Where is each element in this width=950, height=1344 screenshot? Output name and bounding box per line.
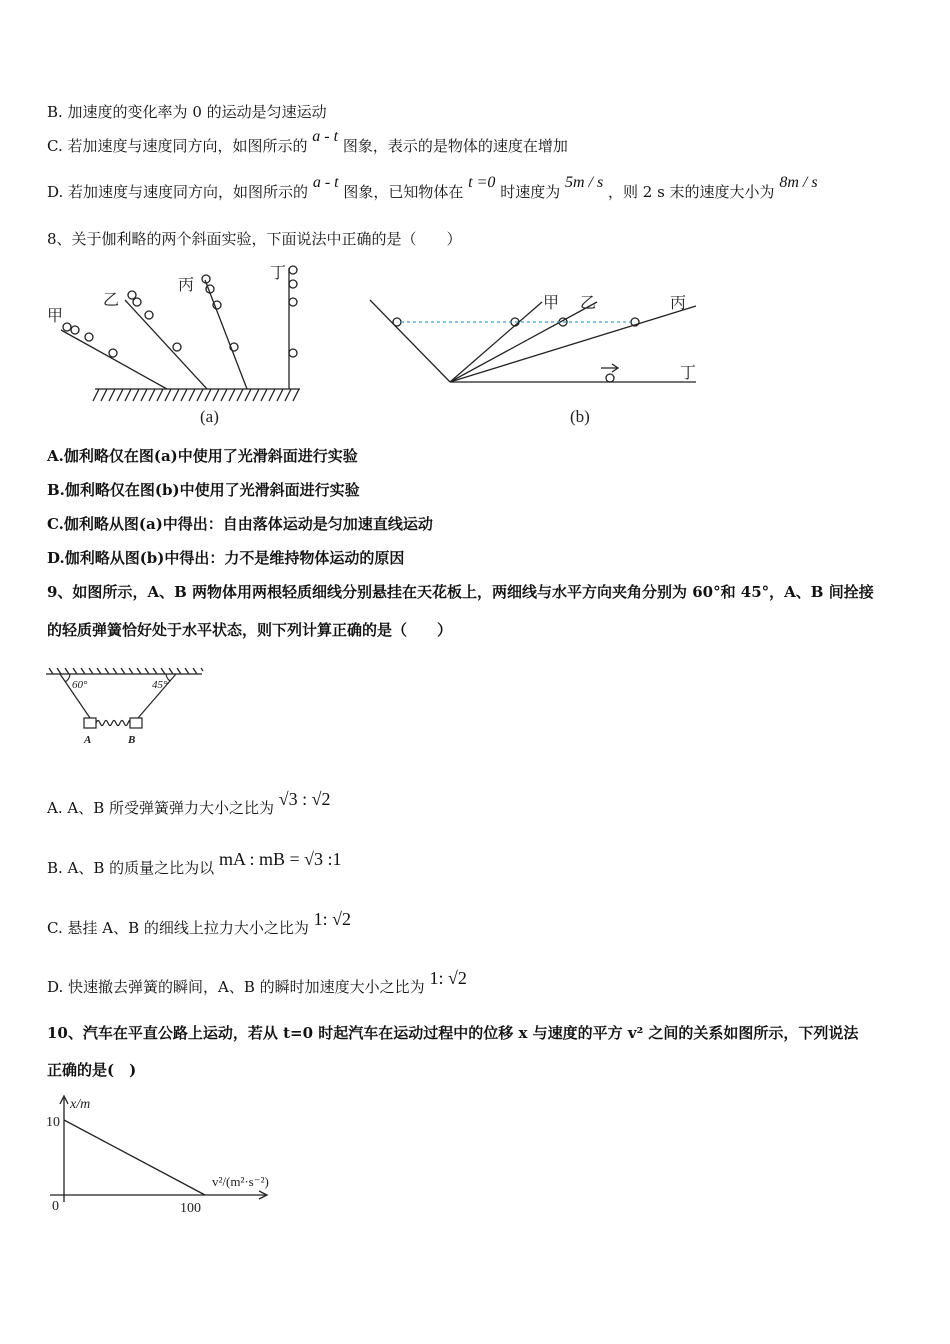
q9-stem-line1: 9、如图所示，A、B 两物体用两根轻质细线分别悬挂在天花板上，两细线与水平方向夹角分别为 60°和 45°，A、B 间拴接 [47,583,874,601]
fig-a-caption: (a) [200,407,219,426]
q9-figure [44,666,204,750]
q9-angle-45: 45° [152,679,168,691]
q7-option-d-math3: 5m / s [565,174,604,191]
q9-option-d-text: D. 快速撤去弹簧的瞬间，A、B 的瞬时加速度大小之比为 [47,978,425,996]
q10-x-tick: 100 [180,1201,201,1216]
fig-b-label-ding: 丁 [680,365,697,382]
q7-option-d-text3: 时速度为 [500,183,561,201]
q7-option-c [47,128,568,157]
q7-option-c-text2: 图象，表示的是物体的速度在增加 [342,137,568,155]
q10-stem-line2: 正确的是( ) [47,1061,137,1079]
q9-option-b-math: mA : mB = √3 :1 [218,849,342,869]
q7-option-d-text4: ，则 2 s 末的速度大小为 [608,183,775,201]
fig-a-label-jia: 甲 [47,308,64,325]
q9-option-b-text: B. A、B 的质量之比为以 [47,859,215,877]
q9-option-a [47,789,331,818]
q10-stem-line1: 10、汽车在平直公路上运动，若从 t=0 时起汽车在运动过程中的位移 x 与速度的平方 v² 之间的关系如图所示，下列说法 [47,1024,859,1042]
q9-option-c-math: 1: √2 [313,909,352,929]
q9-option-c [47,909,352,938]
q8-option-a: A.伽利略仅在图(a)中使用了光滑斜面进行实验 [47,447,358,465]
q7-option-b: B. 加速度的变化率为 0 的运动是匀速运动 [47,103,327,121]
q8-figure-a [45,258,310,428]
q9-option-a-text: A. A、B 所受弹簧弹力大小之比为 [47,799,274,817]
fig-a-label-bing: 丙 [178,277,195,294]
q9-option-a-math: √3 : √2 [278,789,331,809]
q10-y-label: x/m [70,1097,91,1112]
q8-option-c: C.伽利略从图(a)中得出：自由落体运动是匀加速直线运动 [47,515,433,533]
fig-b-label-bing: 丙 [670,295,687,312]
q9-option-d-math: 1: √2 [429,968,467,988]
q10-x-label: v²/(m²·s⁻²) [212,1174,269,1189]
q7-option-d-math1: a - t [312,174,339,191]
q9-option-b [47,849,342,878]
q8-option-d: D.伽利略从图(b)中得出：力不是维持物体运动的原因 [47,549,405,567]
fig-b-label-jia: 甲 [543,295,560,312]
q10-series-line [64,1120,205,1195]
fig-a-label-ding: 丁 [270,265,287,282]
q8-stem: 8、关于伽利略的两个斜面实验，下面说法中正确的是（ ） [47,230,462,248]
q8-option-b: B.伽利略仅在图(b)中使用了光滑斜面进行实验 [47,481,360,499]
q9-option-d [47,968,467,997]
fig-b-label-yi: 乙 [580,295,597,312]
q7-option-c-math: a - t [312,128,339,145]
q7-option-d-text2: 图象，已知物体在 [343,183,464,201]
q9-angle-60: 60° [72,679,88,691]
q7-option-d-text1: D. 若加速度与速度同方向，如图所示的 [47,183,309,201]
q9-label-b: B [128,734,136,746]
q7-option-d [47,174,818,203]
q9-stem-line2: 的轻质弹簧恰好处于水平状态，则下列计算正确的是（ ） [47,621,453,639]
q8-figure-b [360,282,705,430]
fig-a-label-yi: 乙 [103,292,120,309]
q9-option-c-text: C. 悬挂 A、B 的细线上拉力大小之比为 [47,919,309,937]
q7-option-c-text: C. 若加速度与速度同方向，如图所示的 [47,137,308,155]
fig-b-caption: (b) [570,407,590,426]
q7-option-d-math4: 8m / s [779,174,818,191]
q7-option-d-math2: t =0 [468,174,496,191]
q10-origin: 0 [52,1199,59,1214]
q10-graph [40,1090,290,1220]
q10-y-tick: 10 [46,1115,60,1130]
q9-label-a: A [84,734,92,746]
